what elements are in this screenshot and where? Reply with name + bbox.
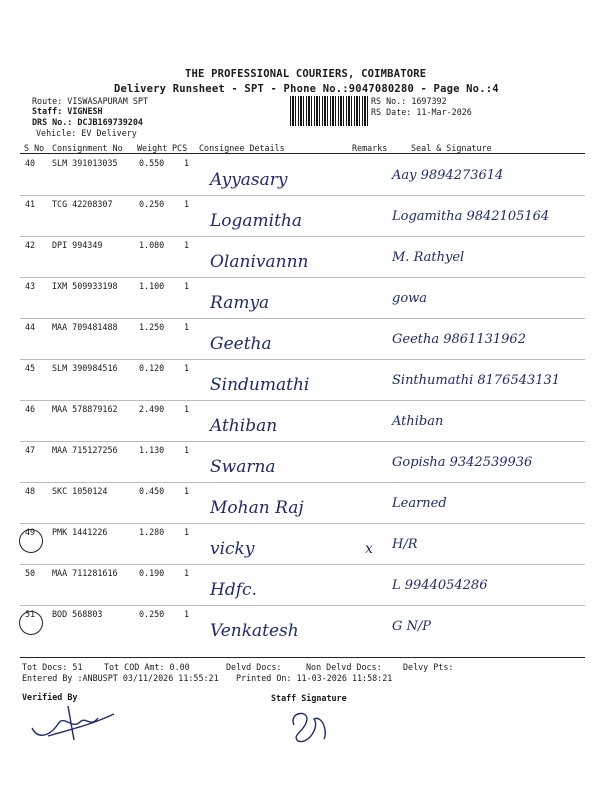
row-weight: 2.490 <box>139 404 165 414</box>
row-seal-signature: G N/P <box>392 619 432 634</box>
row-weight: 1.280 <box>139 527 165 537</box>
row-consignee-signature: vicky <box>210 539 255 559</box>
row-pcs: 1 <box>184 281 190 291</box>
row-consignee-signature: Venkatesh <box>210 621 299 641</box>
entered-by: Entered By :ANBUSPT 03/11/2026 11:55:21 <box>22 673 219 683</box>
non-delivered-docs: Non Delvd Docs: <box>306 662 382 672</box>
route-label: Route: VISWASAPURAM SPT <box>32 96 148 106</box>
row-sno: 41 <box>25 199 36 209</box>
row-consignment-no: MAA 711281616 <box>52 568 118 578</box>
row-pcs: 1 <box>184 363 190 373</box>
row-seal-signature: M. Rathyel <box>392 250 465 265</box>
row-consignee-signature: Athiban <box>210 416 278 436</box>
row-divider <box>20 236 585 237</box>
row-consignment-no: BOD 568803 <box>52 609 103 619</box>
footer-divider <box>20 657 585 658</box>
circle-mark-49 <box>19 529 43 553</box>
row-pcs: 1 <box>184 568 190 578</box>
staff-signature-image <box>284 705 334 745</box>
row-consignment-no: TCG 42208307 <box>52 199 113 209</box>
row-consignee-signature: Ayyasary <box>210 170 288 190</box>
rs-date: RS Date: 11-Mar-2026 <box>371 107 472 117</box>
row-seal-signature: Aay 9894273614 <box>392 168 504 183</box>
row-weight: 0.450 <box>139 486 165 496</box>
rs-number: RS No.: 1697392 <box>371 96 447 106</box>
col-pcs: PCS <box>172 143 188 153</box>
row-weight: 0.250 <box>139 199 165 209</box>
row-divider <box>20 318 585 319</box>
row-pcs: 1 <box>184 527 190 537</box>
row-seal-signature: H/R <box>392 537 418 552</box>
row-divider <box>20 564 585 565</box>
row-consignee-signature: Olanivannn <box>210 252 309 272</box>
row-consignment-no: SLM 390984516 <box>52 363 118 373</box>
row-consignee-signature: Ramya <box>210 293 270 313</box>
row-consignee-signature: Logamitha <box>210 211 303 231</box>
row-consignment-no: SKC 1050124 <box>52 486 108 496</box>
row-sno: 51 <box>25 609 36 619</box>
staff-label: Staff: VIGNESH <box>32 106 103 116</box>
row-consignment-no: MAA 715127256 <box>52 445 118 455</box>
row-divider <box>20 400 585 401</box>
row-divider <box>20 359 585 360</box>
col-seal-signature: Seal & Signature <box>411 143 492 153</box>
row-consignment-no: SLM 391013035 <box>52 158 118 168</box>
row-divider <box>20 523 585 524</box>
row-sno: 49 <box>25 527 36 537</box>
company-title: THE PROFESSIONAL COURIERS, COIMBATORE <box>185 68 427 80</box>
row-sno: 47 <box>25 445 36 455</box>
total-cod: Tot COD Amt: 0.00 <box>104 662 190 672</box>
runsheet-subtitle: Delivery Runsheet - SPT - Phone No.:9047080280 - Page No.:4 <box>114 83 499 95</box>
row-pcs: 1 <box>184 445 190 455</box>
row-sno: 42 <box>25 240 36 250</box>
row-seal-signature: Learned <box>392 496 447 511</box>
row-weight: 1.080 <box>139 240 165 250</box>
row-seal-signature: Geetha 9861131962 <box>392 332 526 347</box>
row-seal-signature: Logamitha 9842105164 <box>392 209 550 224</box>
row-consignee-signature: Hdfc. <box>210 580 257 600</box>
vehicle-label: Vehicle: EV Delivery <box>36 128 137 138</box>
row-consignee-signature: Swarna <box>210 457 276 477</box>
row-sno: 48 <box>25 486 36 496</box>
row-consignee-signature: Sindumathi <box>210 375 310 395</box>
barcode-image <box>290 96 368 126</box>
row-sno: 50 <box>25 568 36 578</box>
col-sno: S No <box>24 143 45 153</box>
verified-signature-image <box>28 700 118 745</box>
row-consignment-no: IXM 509933198 <box>52 281 118 291</box>
verified-by-label: Verified By <box>22 692 78 702</box>
row-remark: x <box>365 541 373 557</box>
row-seal-signature: Gopisha 9342539936 <box>392 455 533 470</box>
header-divider <box>20 153 585 154</box>
row-weight: 0.250 <box>139 609 165 619</box>
circle-mark-51 <box>19 611 43 635</box>
row-divider <box>20 605 585 606</box>
row-sno: 40 <box>25 158 36 168</box>
row-seal-signature: gowa <box>392 291 428 306</box>
row-pcs: 1 <box>184 322 190 332</box>
row-seal-signature: Sinthumathi 8176543131 <box>392 373 561 388</box>
drs-label: DRS No.: DCJB169739204 <box>32 117 143 127</box>
row-divider <box>20 441 585 442</box>
staff-signature-label: Staff Signature <box>271 693 347 703</box>
row-pcs: 1 <box>184 240 190 250</box>
row-sno: 46 <box>25 404 36 414</box>
row-divider <box>20 482 585 483</box>
row-divider <box>20 277 585 278</box>
col-weight: Weight <box>137 143 168 153</box>
row-consignee-signature: Mohan Raj <box>210 498 304 518</box>
row-weight: 1.100 <box>139 281 165 291</box>
delivered-docs: Delvd Docs: <box>226 662 282 672</box>
row-pcs: 1 <box>184 609 190 619</box>
row-pcs: 1 <box>184 158 190 168</box>
row-weight: 0.550 <box>139 158 165 168</box>
col-remarks: Remarks <box>352 143 388 153</box>
row-weight: 0.120 <box>139 363 165 373</box>
printed-on: Printed On: 11-03-2026 11:58:21 <box>236 673 393 683</box>
row-consignment-no: MAA 578879162 <box>52 404 118 414</box>
row-consignee-signature: Geetha <box>210 334 272 354</box>
row-seal-signature: Athiban <box>392 414 444 429</box>
row-weight: 1.130 <box>139 445 165 455</box>
row-pcs: 1 <box>184 199 190 209</box>
row-consignment-no: PMK 1441226 <box>52 527 108 537</box>
delivery-points: Delvy Pts: <box>403 662 454 672</box>
row-weight: 1.250 <box>139 322 165 332</box>
row-pcs: 1 <box>184 404 190 414</box>
row-pcs: 1 <box>184 486 190 496</box>
row-divider <box>20 195 585 196</box>
col-consignment: Consignment No <box>52 143 123 153</box>
row-sno: 44 <box>25 322 36 332</box>
total-docs: Tot Docs: 51 <box>22 662 83 672</box>
row-seal-signature: L 9944054286 <box>392 578 488 593</box>
row-sno: 43 <box>25 281 36 291</box>
row-consignment-no: DPI 994349 <box>52 240 103 250</box>
row-consignment-no: MAA 709481488 <box>52 322 118 332</box>
col-consignee: Consignee Details <box>199 143 285 153</box>
row-sno: 45 <box>25 363 36 373</box>
row-weight: 0.190 <box>139 568 165 578</box>
